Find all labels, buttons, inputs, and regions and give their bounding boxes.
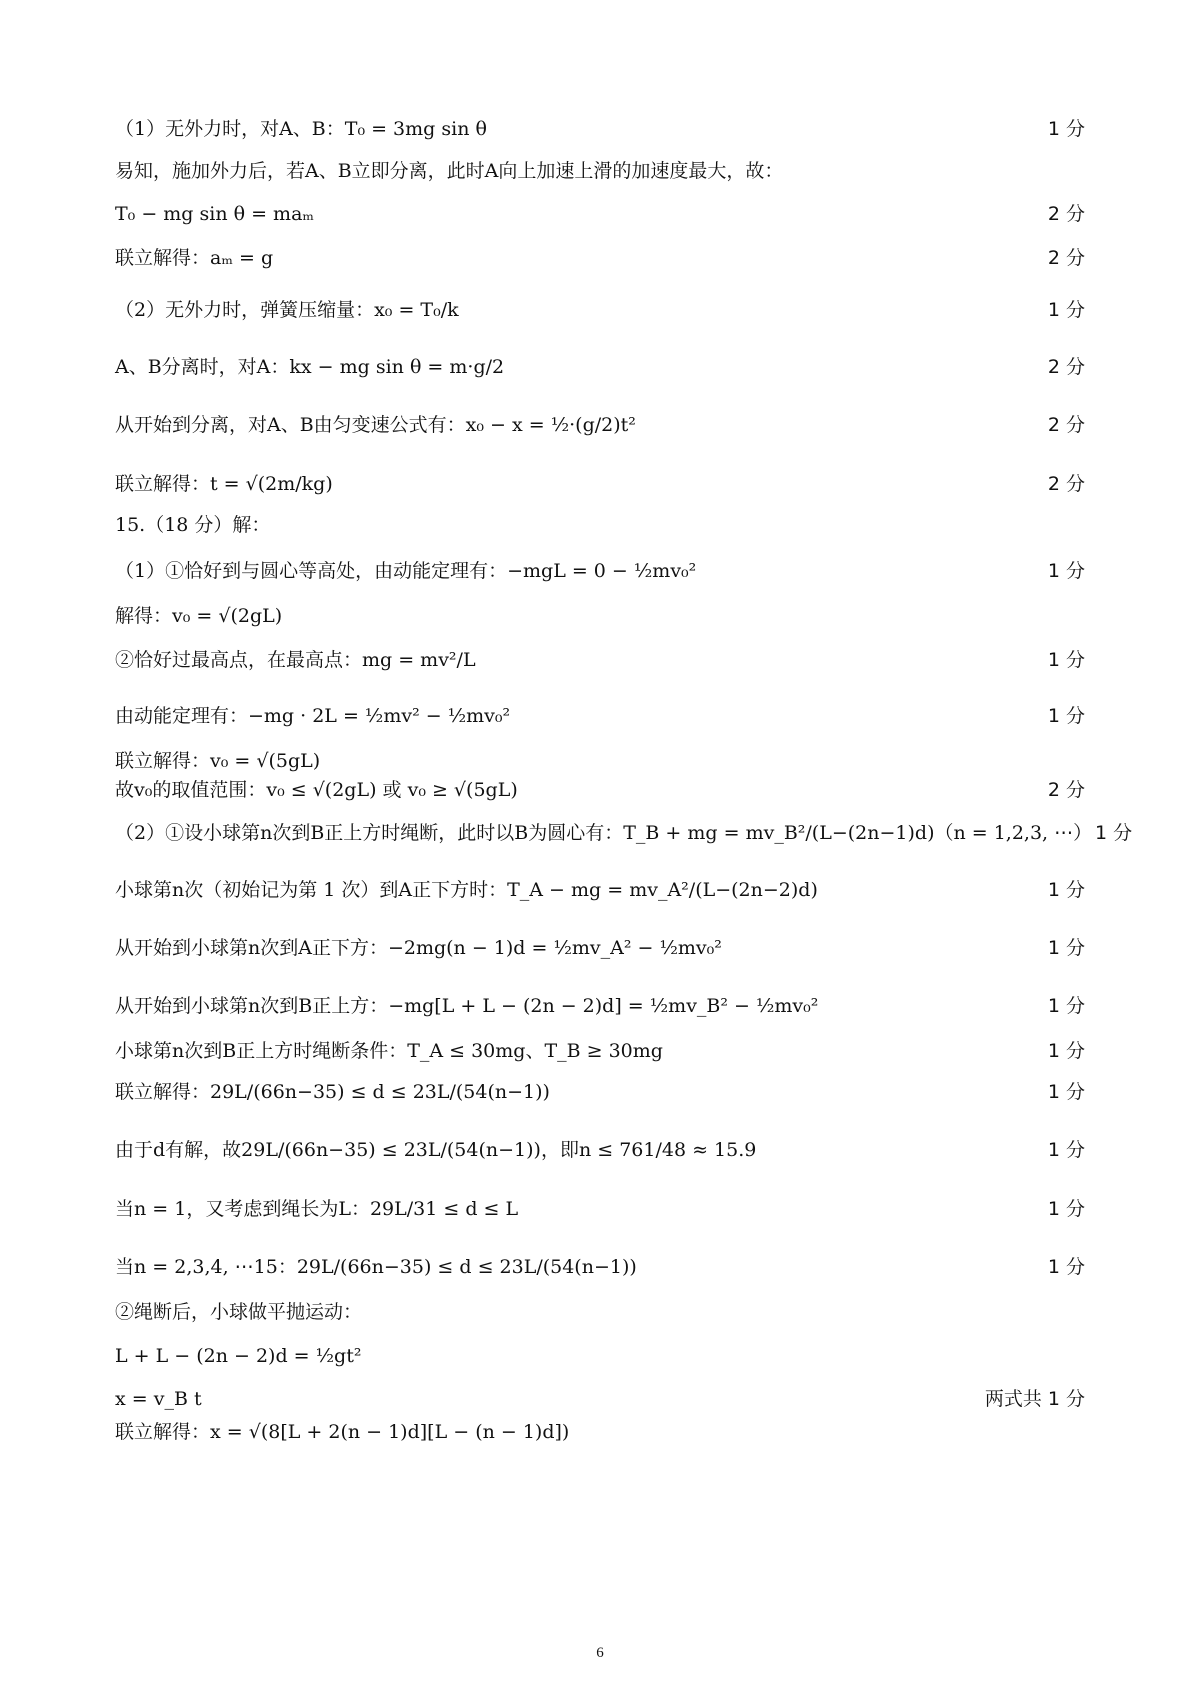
line-text: 联立解得：29L/(66n−35) ≤ d ≤ 23L/(54(n−1)) [115,1081,550,1103]
line-8 [115,474,1085,496]
line-22 [115,1140,1085,1162]
line-18 [115,938,1085,960]
line-28 [115,1422,1085,1444]
line-text: x = v_B t [115,1388,202,1410]
line-text: 从开始到小球第n次到A正下方：−2mg(n − 1)d = ½mv_A² − ½mv₀² [115,937,722,959]
line-text: 从开始到小球第n次到B正上方：−mg[L + L − (2n − 2)d] = ½mv_B² − ½mv₀² [115,995,819,1017]
line-text: 由于d有解，故29L/(66n−35) ≤ 23L/(54(n−1))，即n ≤ 761/48 ≈ 15.9 [115,1139,757,1161]
score-label: 1 分 [1047,118,1085,140]
score-label: 两式共 1 分 [984,1388,1085,1410]
line-27 [115,1389,1085,1411]
score-label: 2 分 [1047,247,1085,269]
score-label: 1 分 [1047,1081,1085,1103]
line-15 [115,780,1085,802]
score-label: 1 分 [1047,1198,1085,1220]
line-text: 当n = 2,3,4, ⋯15：29L/(66n−35) ≤ d ≤ 23L/(54(n−1)) [115,1256,637,1278]
line-17 [115,880,1085,902]
line-text: 小球第n次到B正上方时绳断条件：T_A ≤ 30mg、T_B ≥ 30mg [115,1040,663,1062]
line-21 [115,1082,1085,1104]
line-12 [115,650,1085,672]
line-text: 小球第n次（初始记为第 1 次）到A正下方时：T_A − mg = mv_A²/(L−(2n−2)d) [115,879,818,901]
line-text: 15.（18 分）解： [115,514,271,536]
line-text: L + L − (2n − 2)d = ½gt² [115,1345,362,1367]
score-label: 1 分 [1047,937,1085,959]
line-text: （1）①恰好到与圆心等高处，由动能定理有：−mgL = 0 − ½mv₀² [115,560,697,582]
line-1 [115,119,1085,141]
score-label: 1 分 [1047,995,1085,1017]
line-text: ②绳断后，小球做平抛运动： [115,1301,363,1323]
score-label: 1 分 [1047,879,1085,901]
line-text: ②恰好过最高点，在最高点：mg = mv²/L [115,649,476,671]
page-number: 6 [596,1645,604,1661]
line-text: 易知，施加外力后，若A、B立即分离，此时A向上加速上滑的加速度最大，故： [115,160,784,182]
line-23 [115,1199,1085,1221]
line-text: （1）无外力时，对A、B：T₀ = 3mg sin θ [115,118,487,140]
line-text: 联立解得：v₀ = √(5gL) [115,750,321,772]
line-24 [115,1257,1085,1279]
line-25 [115,1302,1085,1324]
line-3 [115,204,1085,226]
line-text: （2）无外力时，弹簧压缩量：x₀ = T₀/k [115,299,459,321]
line-text: 联立解得：x = √(8[L + 2(n − 1)d][L − (n − 1)d]) [115,1421,570,1443]
score-label: 1 分 [1047,1256,1085,1278]
line-7 [115,415,1085,437]
score-label: 1 分 [1095,822,1133,844]
score-label: 2 分 [1047,473,1085,495]
score-label: 1 分 [1047,705,1085,727]
score-label: 2 分 [1047,356,1085,378]
line-5 [115,300,1085,322]
score-label: 1 分 [1047,560,1085,582]
line-text: 故v₀的取值范围：v₀ ≤ √(2gL) 或 v₀ ≥ √(5gL) [115,779,518,801]
line-13 [115,706,1085,728]
line-text: T₀ − mg sin θ = maₘ [115,203,315,225]
line-text: 联立解得：t = √(2m/kg) [115,473,333,495]
line-6 [115,357,1085,379]
line-11 [115,606,1085,628]
score-label: 2 分 [1047,414,1085,436]
line-16 [115,822,1133,845]
score-label: 1 分 [1047,649,1085,671]
score-label: 2 分 [1047,779,1085,801]
line-10 [115,561,1085,583]
line-text: 解得：v₀ = √(2gL) [115,605,283,627]
line-9 [115,515,1085,537]
score-label: 1 分 [1047,1139,1085,1161]
line-19 [115,996,1085,1018]
score-label: 1 分 [1047,299,1085,321]
line-text: A、B分离时，对A：kx − mg sin θ = m·g/2 [115,356,505,378]
line-text: 当n = 1，又考虑到绳长为L：29L/31 ≤ d ≤ L [115,1198,519,1220]
line-20 [115,1041,1085,1063]
score-label: 2 分 [1047,203,1085,225]
line-26 [115,1346,1085,1368]
line-text: （2）①设小球第n次到B正上方时绳断，此时以B为圆心有：T_B + mg = mv_B²/(L−(2n−1)d)（n = 1,2,3, ⋯） [115,822,1093,844]
line-4 [115,248,1085,270]
line-text: 联立解得：aₘ = g [115,247,274,269]
line-text: 由动能定理有：−mg · 2L = ½mv² − ½mv₀² [115,705,511,727]
line-text: 从开始到分离，对A、B由匀变速公式有：x₀ − x = ½·(g/2)t² [115,414,636,436]
line-2 [115,161,1085,183]
score-label: 1 分 [1047,1040,1085,1062]
line-14 [115,751,1085,773]
